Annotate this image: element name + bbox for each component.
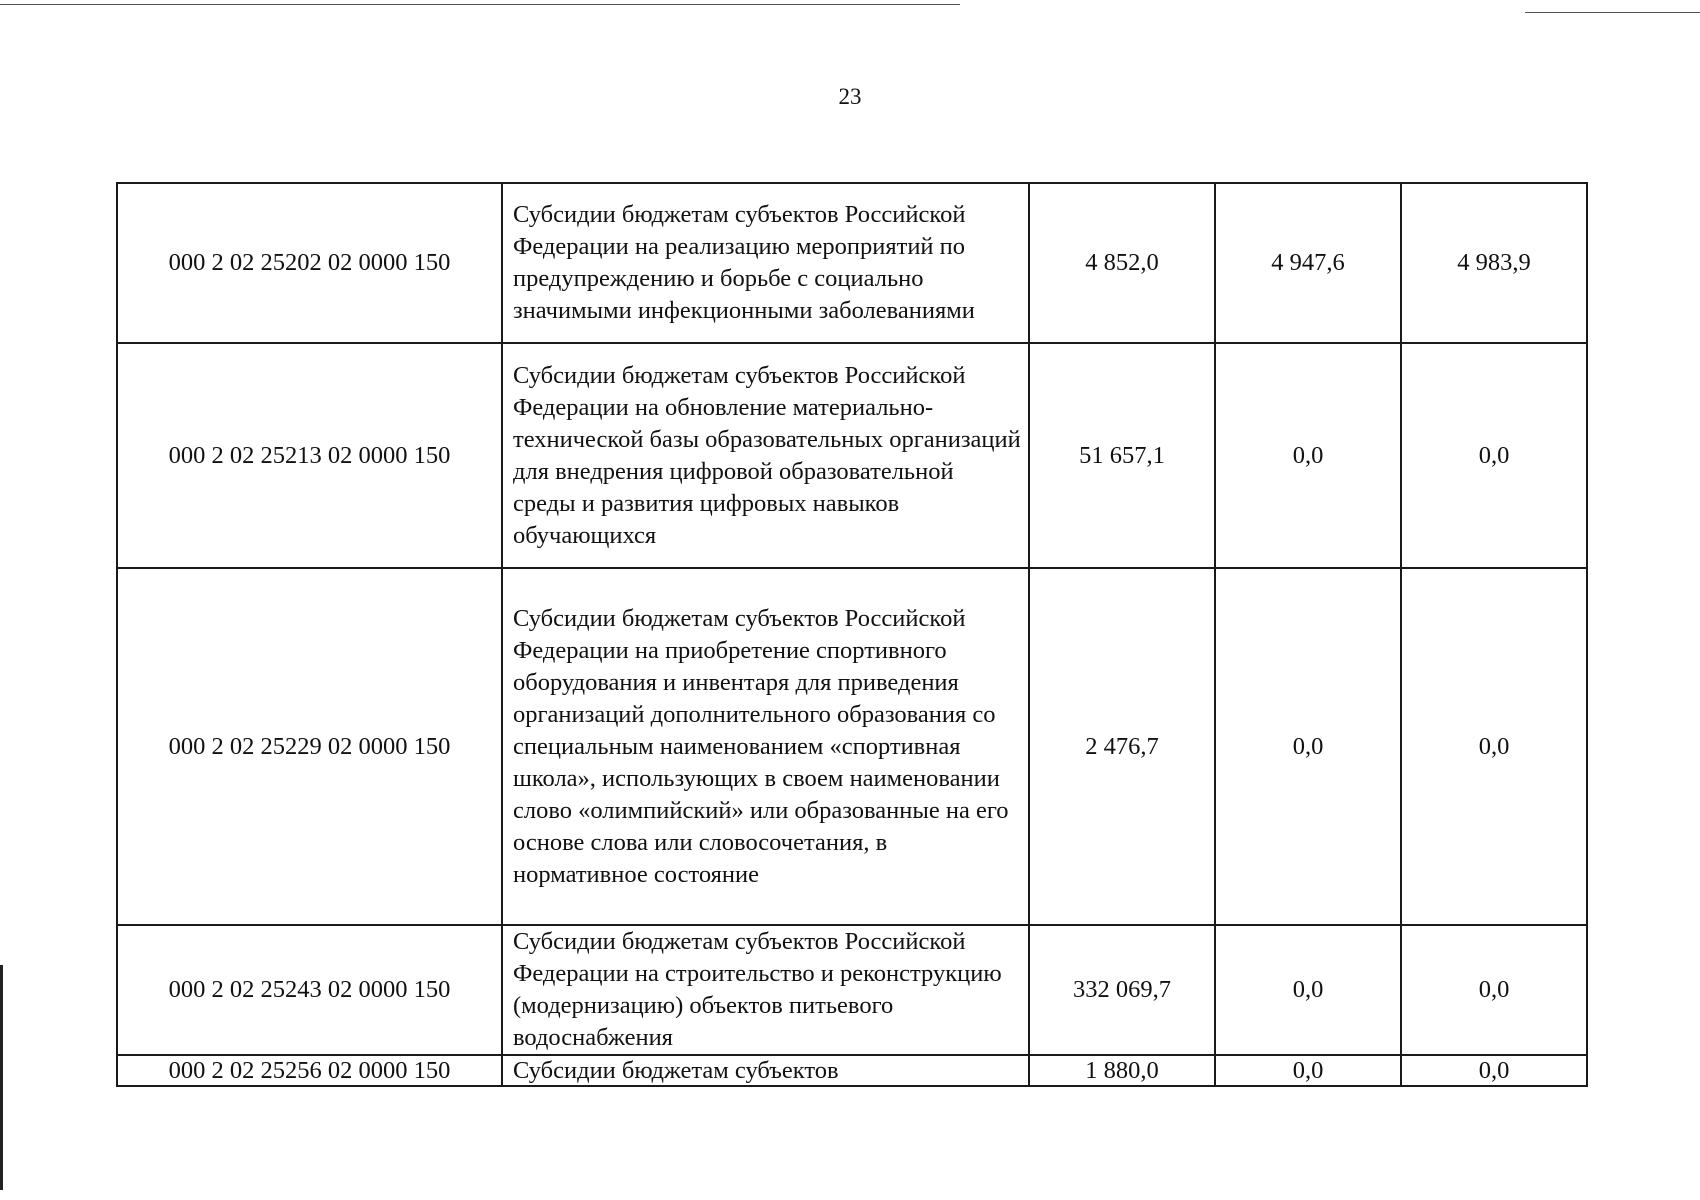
value-cell: 4 983,9 [1401,183,1587,343]
table-row [117,925,1587,1055]
row-description: Субсидии бюджетам субъектов Российской Федерации на строительство и реконструкцию (модернизацию) объектов питьевого водоснабжения [502,925,1029,1055]
page-number: 23 [838,84,862,109]
value-cell: 0,0 [1401,1055,1587,1086]
table-row [117,1055,1587,1086]
value-cell: 0,0 [1215,568,1401,925]
budget-code: 000 2 02 25213 02 0000 150 [117,343,502,568]
value-cell: 2 476,7 [1029,568,1215,925]
row-description: Субсидии бюджетам субъектов Российской Федерации на реализацию мероприятий по предупреждению и борьбе с социально значимыми инфекционными заболеваниями [502,183,1029,343]
value-cell: 0,0 [1215,1055,1401,1086]
value-cell: 4 852,0 [1029,183,1215,343]
row-description: Субсидии бюджетам субъектов Российской Федерации на приобретение спортивного оборудования и инвентаря для приведения организаций дополнительного образования со специальным наименованием «спортивная школа», использующих в своем наименовании слово «олимпийский» или образованные на его основе слова или словосочетания, в нормативное состояние [502,568,1029,925]
table-row [117,183,1587,343]
budget-code: 000 2 02 25256 02 0000 150 [117,1055,502,1086]
value-cell: 51 657,1 [1029,343,1215,568]
budget-table [116,182,1588,1087]
scan-artifact-top-right-line [1525,12,1700,13]
value-cell: 0,0 [1401,568,1587,925]
value-cell: 1 880,0 [1029,1055,1215,1086]
value-cell: 332 069,7 [1029,925,1215,1055]
budget-code: 000 2 02 25229 02 0000 150 [117,568,502,925]
scan-artifact-top-line [0,4,960,5]
value-cell: 0,0 [1215,343,1401,568]
budget-code: 000 2 02 25202 02 0000 150 [117,183,502,343]
value-cell: 0,0 [1401,925,1587,1055]
value-cell: 4 947,6 [1215,183,1401,343]
table-row [117,568,1587,925]
row-description: Субсидии бюджетам субъектов [502,1055,1029,1086]
scan-artifact-left-edge [0,965,3,1190]
table-row [117,343,1587,568]
value-cell: 0,0 [1401,343,1587,568]
value-cell: 0,0 [1215,925,1401,1055]
row-description: Субсидии бюджетам субъектов Российской Федерации на обновление материально-технической базы образовательных организаций для внедрения цифровой образовательной среды и развития цифровых навыков обучающихся [502,343,1029,568]
budget-code: 000 2 02 25243 02 0000 150 [117,925,502,1055]
